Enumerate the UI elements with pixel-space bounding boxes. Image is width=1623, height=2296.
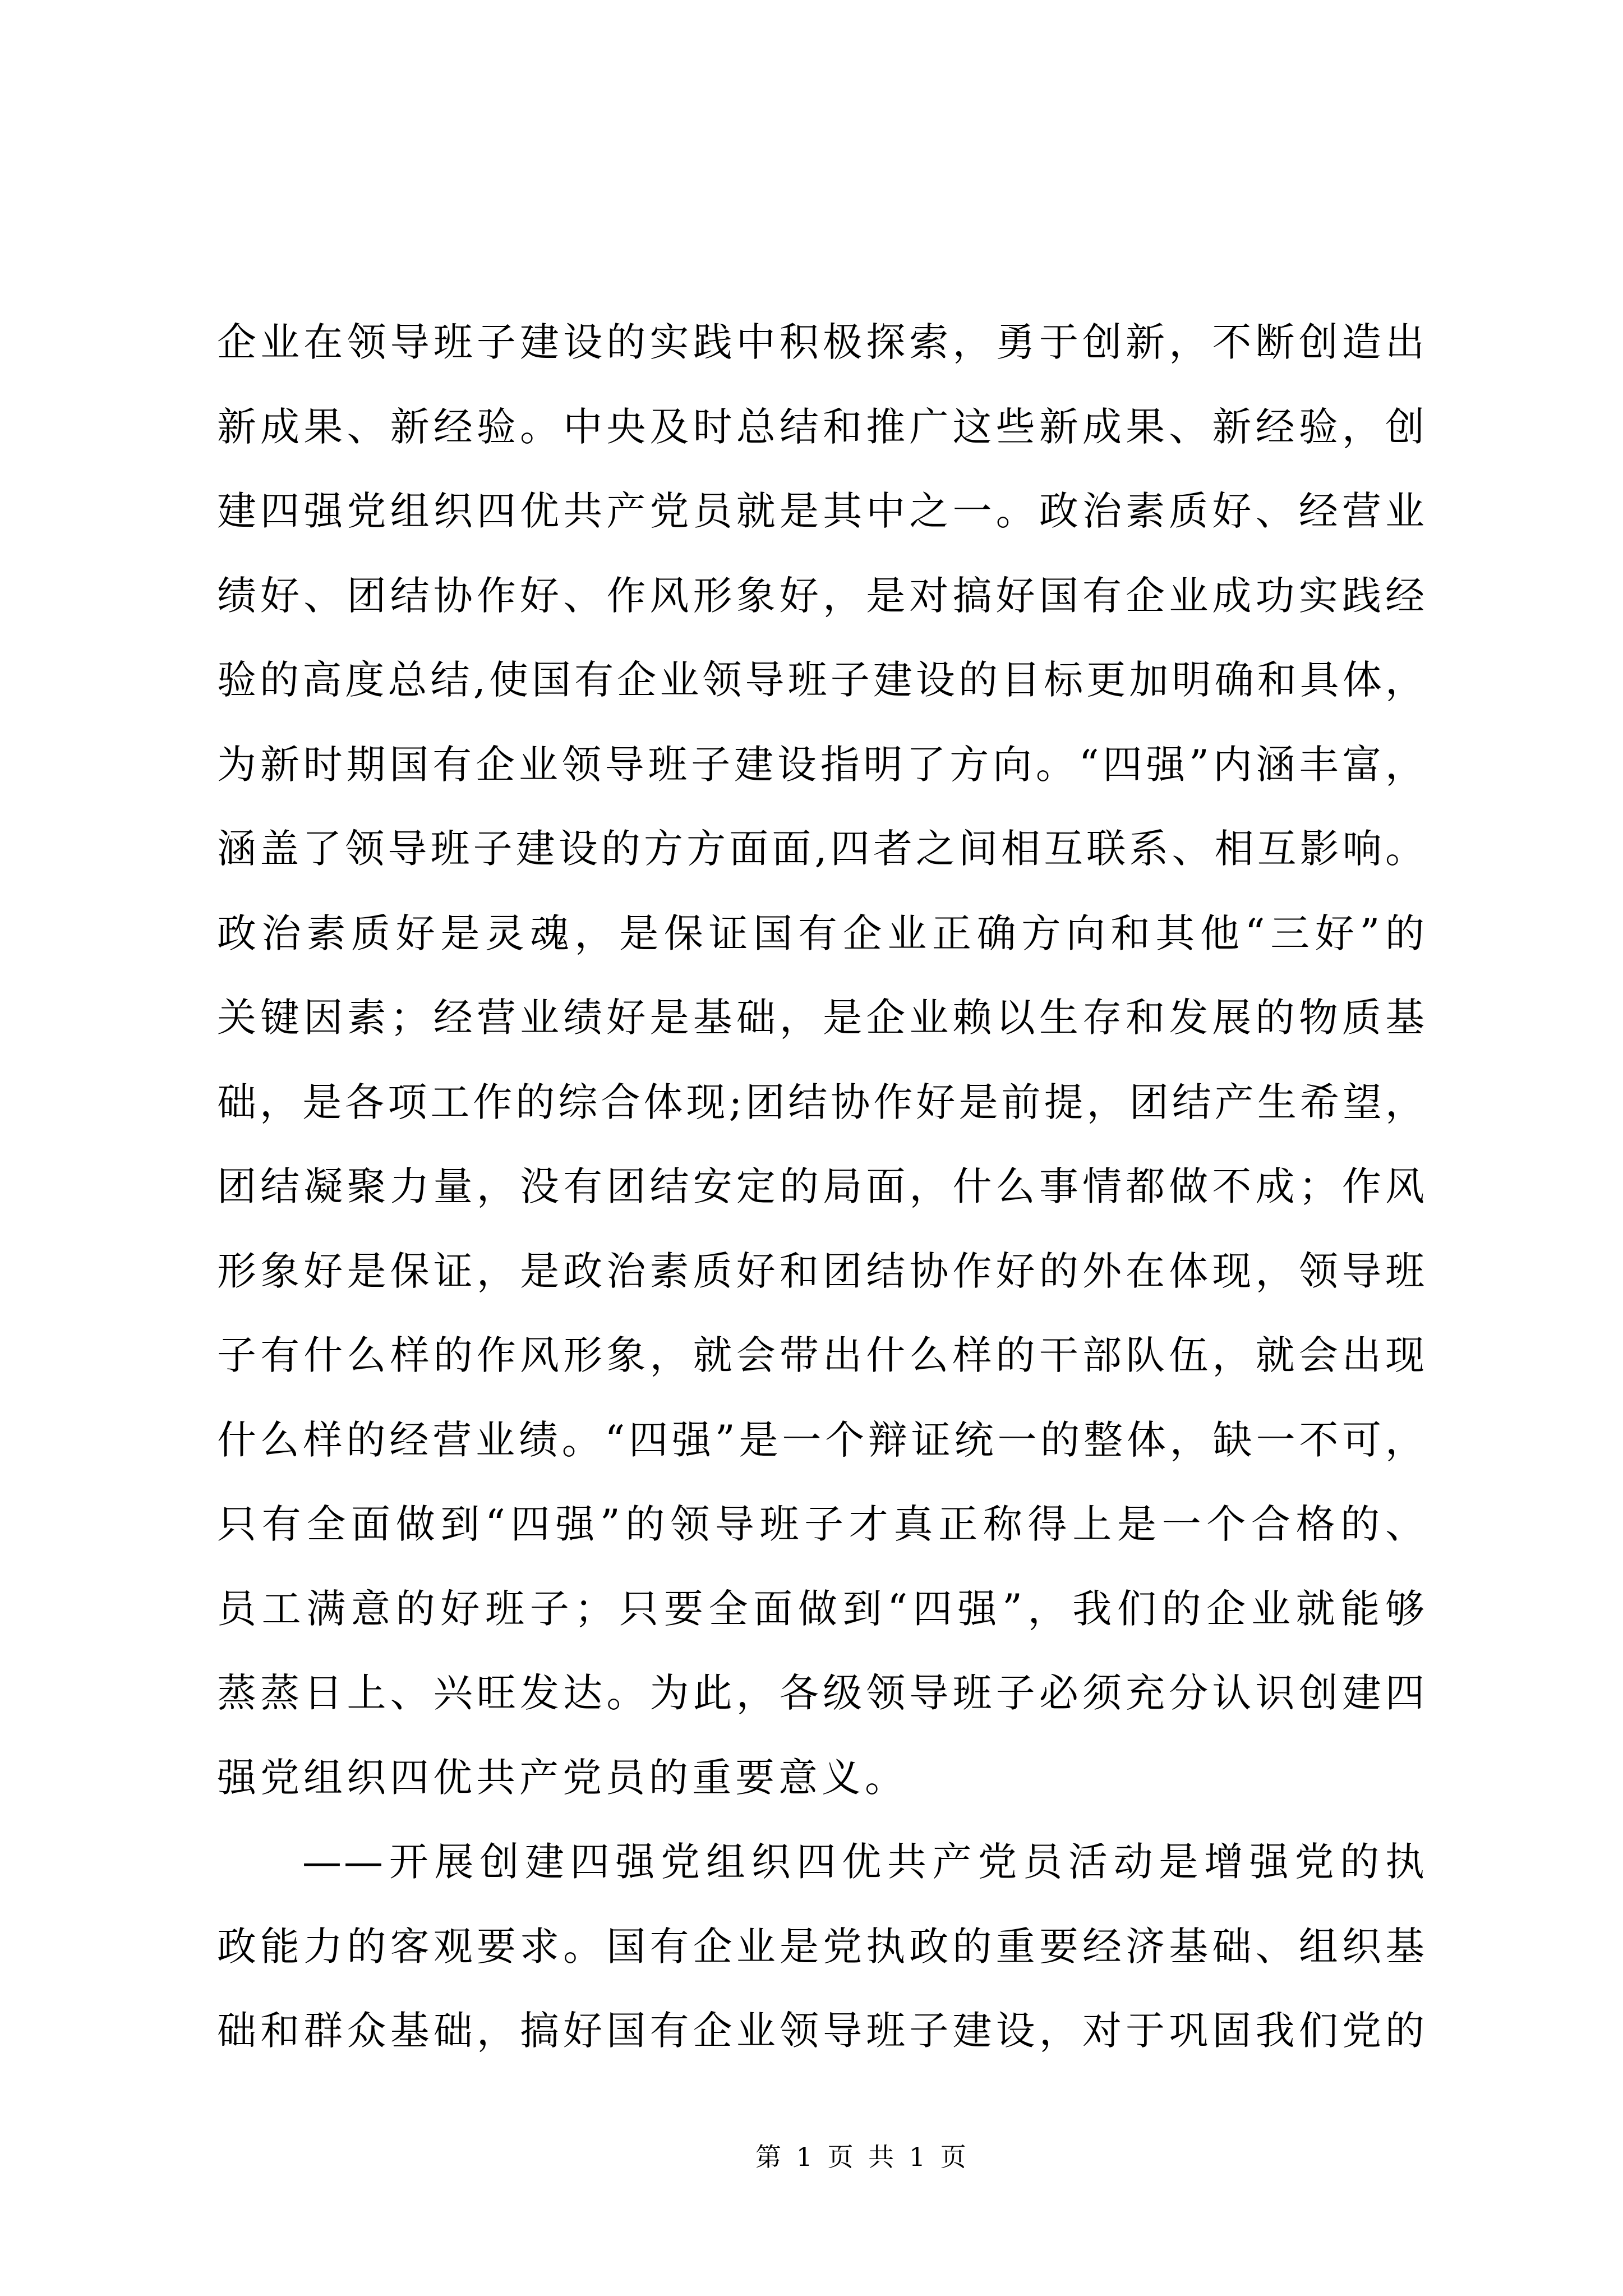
text-line: 关键因素；经营业绩好是基础，是企业赖以生存和发展的物质基 [217,995,1427,1041]
text-line: 为新时期国有企业领导班子建设指明了方向。“四强”内涵丰富， [217,741,1427,788]
text-line: ——开展创建四强党组织四优共产党员活动是增强党的执 [302,1839,1427,1885]
text-line: 建四强党组织四优共产党员就是其中之一。政治素质好、经营业 [217,488,1427,534]
paragraph [217,1820,1427,2073]
text-line: 什么样的经营业绩。“四强”是一个辩证统一的整体，缺一不可， [217,1416,1427,1463]
text-line: 强党组织四优共产党员的重要意义。 [217,1754,908,1801]
text-line: 团结凝聚力量，没有团结安定的局面，什么事情都做不成；作风 [217,1163,1427,1209]
text-line: 形象好是保证，是政治素质好和团结协作好的外在体现，领导班 [217,1248,1427,1294]
text-line: 绩好、团结协作好、作风形象好，是对搞好国有企业成功实践经 [217,572,1427,619]
text-line: 新成果、新经验。中央及时总结和推广这些新成果、新经验，创 [217,403,1427,450]
text-line: 企业在领导班子建设的实践中积极探索，勇于创新，不断创造出 [217,319,1427,365]
text-line: 只有全面做到“四强”的领导班子才真正称得上是一个合格的、 [217,1501,1427,1547]
page-number-footer: 第 1 页 共 1 页 [755,2142,970,2172]
text-line: 蒸蒸日上、兴旺发达。为此，各级领导班子必须充分认识创建四 [217,1670,1427,1716]
text-line: 础和群众基础，搞好国有企业领导班子建设，对于巩固我们党的 [217,2008,1427,2054]
text-line: 员工满意的好班子；只要全面做到“四强”，我们的企业就能够 [217,1585,1427,1632]
text-line: 子有什么样的作风形象，就会带出什么样的干部队伍，就会出现 [217,1332,1427,1378]
text-line: 础，是各项工作的综合体现;团结协作好是前提，团结产生希望， [217,1079,1427,1125]
document-body [217,300,1427,2073]
text-line: 政治素质好是灵魂，是保证国有企业正确方向和其他“三好”的 [217,910,1427,956]
text-line: 涵盖了领导班子建设的方方面面,四者之间相互联系、相互影响。 [217,826,1427,872]
paragraph [217,300,1427,1820]
text-line: 验的高度总结,使国有企业领导班子建设的目标更加明确和具体， [217,657,1427,703]
text-line: 政能力的客观要求。国有企业是党执政的重要经济基础、组织基 [217,1923,1427,1970]
